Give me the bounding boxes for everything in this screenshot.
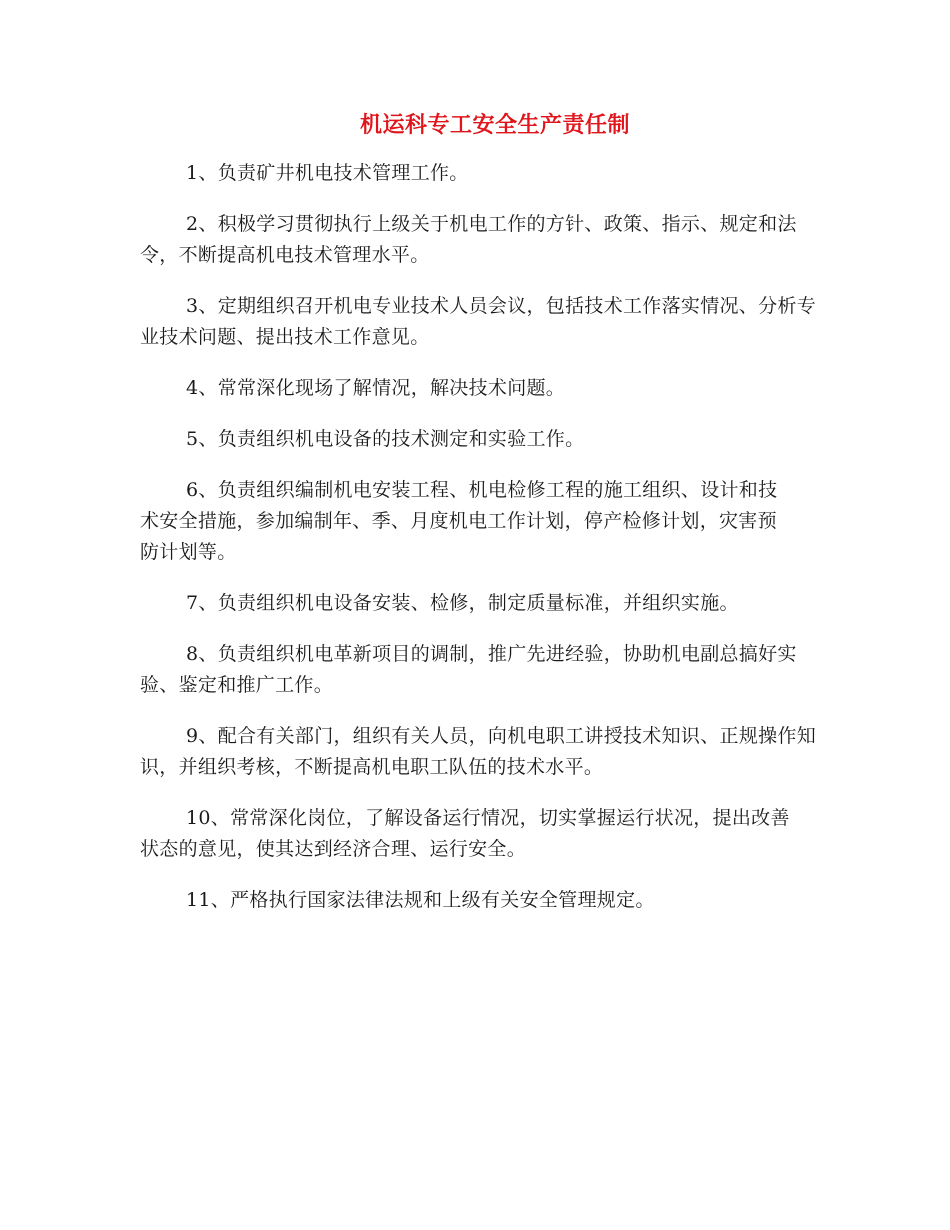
list-item: 4、常常深化现场了解情况，解决技术问题。 <box>186 377 566 399</box>
list-item: 7、负责组织机电设备安装、检修，制定质量标准，并组织实施。 <box>186 592 739 614</box>
list-item: 5、负责组织机电设备的技术测定和实验工作。 <box>186 428 585 450</box>
document-title: 机运科专工安全生产责任制 <box>359 112 630 138</box>
list-item: 9、配合有关部门，组织有关人员，向机电职工讲授技术知识、正规操作知识，并组织考核，不断提高机电职工队伍的技术水平。 <box>140 725 816 778</box>
list-item: 8、负责组织机电革新项目的调制，推广先进经验，协助机电副总搞好实验、鉴定和推广工作。 <box>140 643 797 696</box>
list-item: 3、定期组织召开机电专业技术人员会议，包括技术工作落实情况、分析专业技术问题、提出技术工作意见。 <box>140 295 816 348</box>
list-item: 2、积极学习贯彻执行上级关于机电工作的方针、政策、指示、规定和法令，不断提高机电技术管理水平。 <box>140 213 797 266</box>
list-item: 6、负责组织编制机电安装工程、机电检修工程的施工组织、设计和技术安全措施，参加编制年、季、月度机电工作计划，停产检修计划，灾害预防计划等。 <box>140 479 778 563</box>
list-item: 1、负责矿井机电技术管理工作。 <box>186 162 469 184</box>
responsibility-list <box>140 158 824 936</box>
list-item: 10、常常深化岗位，了解设备运行情况，切实掌握运行状况，提出改善状态的意见，使其达到经济合理、运行安全。 <box>140 807 790 860</box>
list-item: 11、严格执行国家法律法规和上级有关安全管理规定。 <box>186 889 655 911</box>
